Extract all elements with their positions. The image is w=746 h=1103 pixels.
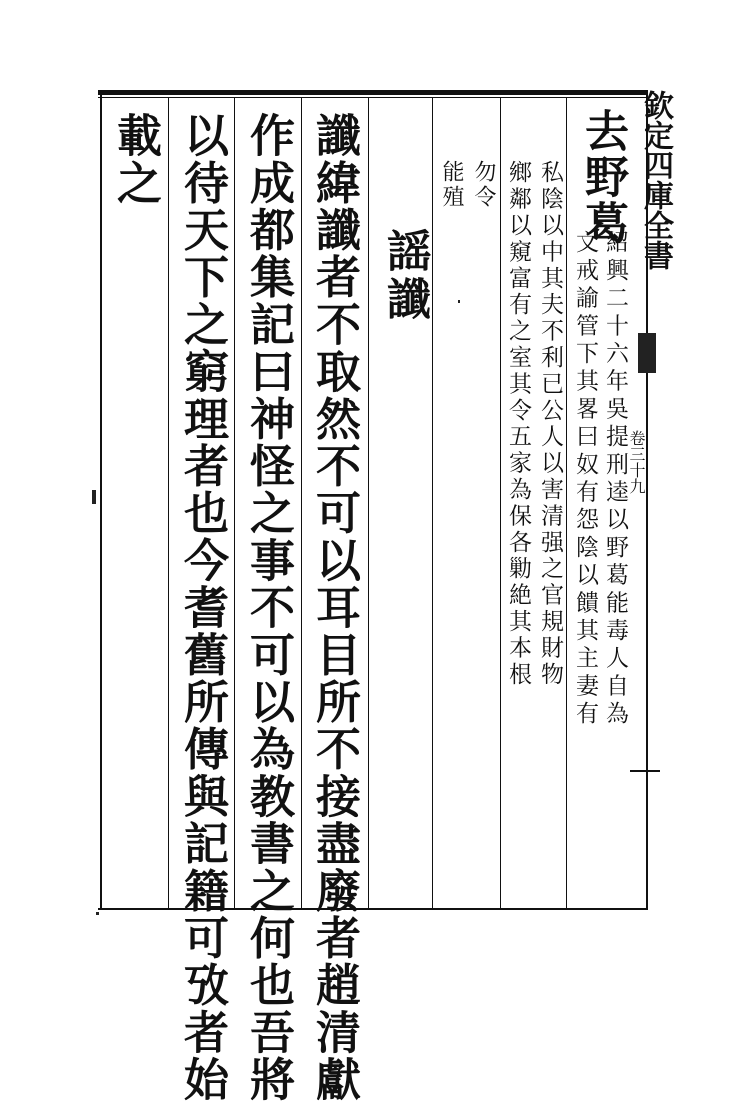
- column-divider: [432, 98, 433, 908]
- fold-line: [630, 770, 660, 772]
- book-title: 欽定四庫全書: [638, 90, 673, 270]
- note-b: 能殖: [439, 160, 464, 210]
- body-column-1: 讖緯讖者不取然不可以耳目所不接盡廢者趙清獻: [308, 112, 361, 1103]
- column-divider: [301, 98, 302, 908]
- column-divider: [168, 98, 169, 908]
- book-title-tab: [638, 90, 673, 330]
- column-divider: [234, 98, 235, 908]
- fishtail-mark: [638, 333, 656, 373]
- column-divider: [500, 98, 501, 908]
- left-border: [100, 95, 102, 910]
- top-border: [98, 90, 648, 95]
- column-divider: [566, 98, 567, 908]
- scan-speck: [96, 912, 99, 915]
- section-heading: 謡讖: [379, 228, 430, 324]
- body-column-3: 以待天下之窮理者也今耆舊所傳與記籍可攷者始: [176, 112, 229, 1103]
- entry-title: 去野葛: [577, 108, 628, 246]
- entry-line-3: 私陰以中其夫不利已公人以害清强之官規財物: [537, 160, 563, 688]
- entry-line-1: 紹興二十六年吳提刑逵以野葛能毒人自為: [602, 230, 628, 729]
- column-divider: [368, 98, 369, 908]
- fold-label: 卷三十九: [627, 430, 646, 494]
- entry-line-4: 鄉鄰以窺富有之室其令五家為保各勦絶其本根: [505, 160, 531, 688]
- entry-line-2: 文戒諭管下其畧曰奴有怨陰以饋其主妻有: [572, 230, 598, 729]
- body-column-4: 載之: [109, 112, 162, 207]
- scan-speck: [458, 300, 460, 303]
- note-a: 勿令: [471, 160, 496, 210]
- body-column-2: 作成都集記曰神怪之事不可以為教書之何也吾將: [242, 112, 295, 1103]
- scan-speck: [92, 490, 96, 504]
